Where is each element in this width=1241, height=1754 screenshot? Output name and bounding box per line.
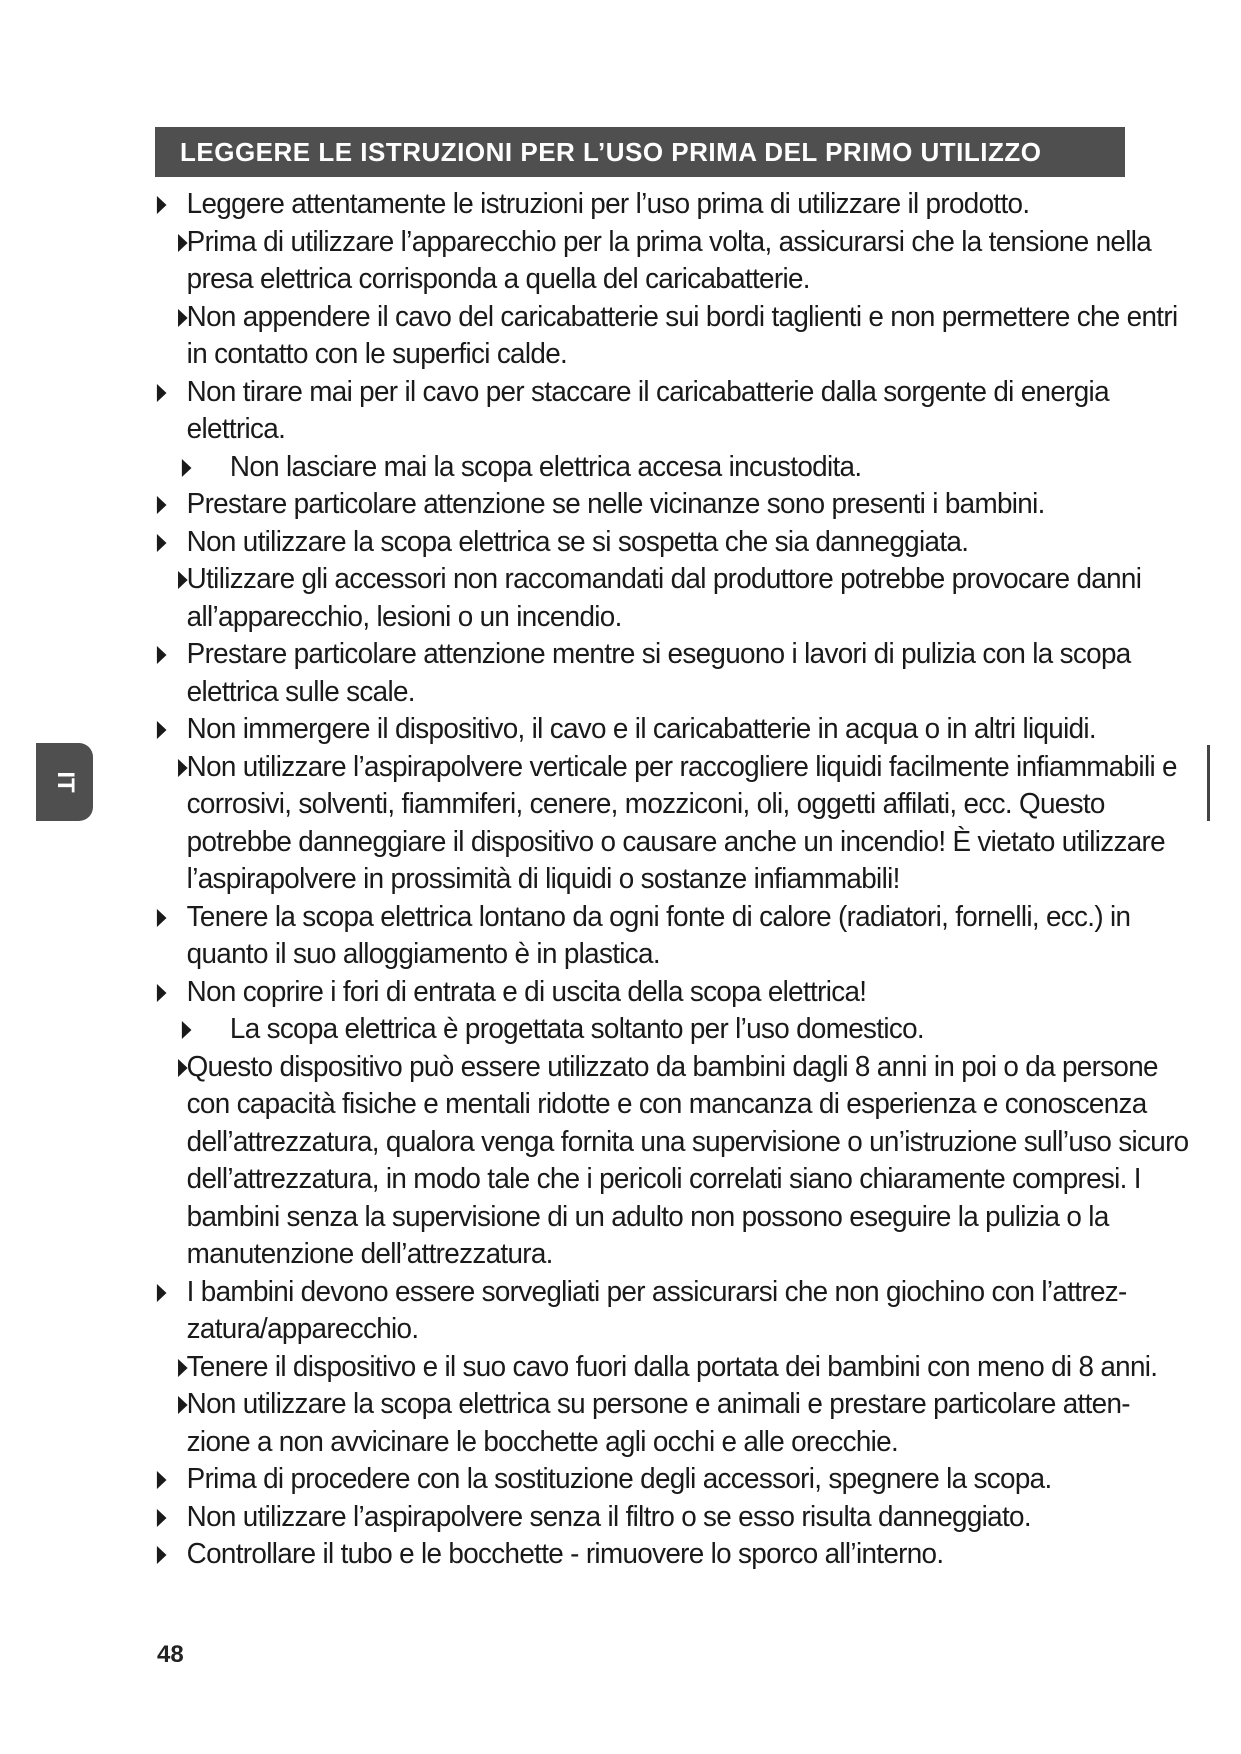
bullet-icon: [157, 196, 167, 214]
section-title: LEGGERE LE ISTRUZIONI PER L’USO PRIMA DEL PRIMO UTILIZZO: [180, 137, 1042, 167]
bullet-icon: [157, 1471, 167, 1489]
section-header: [155, 127, 1125, 177]
language-tab: [36, 743, 93, 821]
list-item: Prestare particolare attenzione se nelle vicinanze sono presenti i bambini.: [155, 486, 1197, 524]
list-item: Non appendere il cavo del caricabatterie sui bordi taglienti e non permettere che entri in contatto con le superfici calde.: [155, 299, 1197, 374]
bullet-icon: [178, 759, 188, 777]
list-item: Non utilizzare l’aspirapolvere senza il filtro o se esso risulta danneggiato.: [155, 1499, 1197, 1537]
bullet-icon: [157, 384, 167, 402]
bullet-icon: [157, 1284, 167, 1302]
bullet-icon: [157, 984, 167, 1002]
bullet-icon: [157, 909, 167, 927]
bullet-icon: [157, 534, 167, 552]
list-item: Non utilizzare la scopa elettrica se si sospetta che sia danneggiata.: [155, 524, 1197, 562]
bullet-icon: [157, 1509, 167, 1527]
bullet-icon: [178, 1059, 188, 1077]
instruction-list: [155, 186, 1189, 1574]
list-item: Non tirare mai per il cavo per staccare il caricabatterie dalla sorgente di energia elettrica.: [155, 374, 1197, 449]
list-item: Non utilizzare l’aspirapolvere verticale per raccogliere liquidi facilmente infiammabili e corrosivi, solventi, fiammiferi, cenere, mozziconi, oli, oggetti affilati, ecc. Questo potrebbe danneggiare il dispositivo o causare anche un incendio! È vietato utilizzare l’aspirapolvere in prossimità di liquidi o sostanze infiammabili!: [155, 749, 1197, 899]
list-item: Prima di utilizzare l’apparecchio per la prima volta, assicurarsi che la tensione nella presa elettrica corrisponda a quella del caricabatterie.: [155, 224, 1197, 299]
list-item: Prestare particolare attenzione mentre si eseguono i lavori di pulizia con la scopa elettrica sulle scale.: [155, 636, 1197, 711]
list-item: La scopa elettrica è progettata soltanto per l’uso domestico.: [155, 1011, 1240, 1049]
bullet-icon: [157, 721, 167, 739]
bullet-icon: [178, 571, 188, 589]
margin-rule: [1207, 745, 1210, 821]
list-item: Non lasciare mai la scopa elettrica accesa incustodita.: [155, 449, 1240, 487]
list-item: Non coprire i fori di entrata e di uscita della scopa elettrica!: [155, 974, 1197, 1012]
list-item: Leggere attentamente le istruzioni per l’uso prima di utilizzare il prodotto.: [155, 186, 1197, 224]
list-item: I bambini devono essere sorvegliati per assicurarsi che non giochino con l’attrez- zatura/apparecchio.: [155, 1274, 1197, 1349]
list-item: Tenere la scopa elettrica lontano da ogni fonte di calore (radiatori, fornelli, ecc.) in quanto il suo alloggiamento è in plastica.: [155, 899, 1197, 974]
list-item: Prima di procedere con la sostituzione degli accessori, spegnere la scopa.: [155, 1461, 1197, 1499]
list-item: Non utilizzare la scopa elettrica su persone e animali e prestare particolare atten- zione a non avvicinare le bocchette agli occhi e alle orecchie.: [155, 1386, 1197, 1461]
language-label: IT: [51, 771, 79, 793]
list-item: Utilizzare gli accessori non raccomandati dal produttore potrebbe provocare danni all’apparecchio, lesioni o un incendio.: [155, 561, 1197, 636]
bullet-icon: [178, 1396, 188, 1414]
list-item: Controllare il tubo e le bocchette - rimuovere lo sporco all’interno.: [155, 1536, 1197, 1574]
list-item: Questo dispositivo può essere utilizzato da bambini dagli 8 anni in poi o da persone con capacità fisiche e mentali ridotte e con mancanza di esperienza e conoscenza dell’attrezzatura, qualora venga fornita una supervisione o un’istruzione sull’uso sicuro dell’attrezzatura, in modo tale che i pericoli correlati siano chiaramente compresi. I bambini senza la supervisione di un adulto non possono eseguire la pulizia o la manutenzione dell’attrezzatura.: [155, 1049, 1197, 1274]
list-item: Non immergere il dispositivo, il cavo e il caricabatterie in acqua o in altri liquidi.: [155, 711, 1197, 749]
bullet-icon: [157, 496, 167, 514]
list-item: Tenere il dispositivo e il suo cavo fuori dalla portata dei bambini con meno di 8 anni.: [155, 1349, 1197, 1387]
bullet-icon: [178, 1359, 188, 1377]
bullet-icon: [178, 309, 188, 327]
bullet-icon: [157, 646, 167, 664]
bullet-icon: [157, 1546, 167, 1564]
page-number: 48: [157, 1641, 184, 1668]
bullet-icon: [178, 234, 188, 252]
bullet-icon: [182, 1021, 192, 1039]
bullet-icon: [182, 459, 192, 477]
